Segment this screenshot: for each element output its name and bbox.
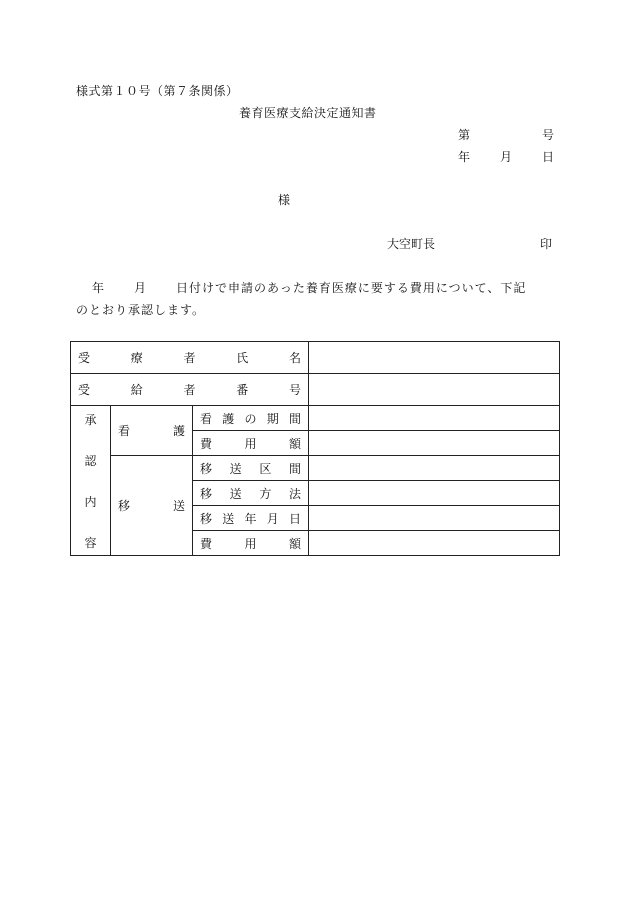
label-char: 受 [78,351,91,365]
table-row [71,342,560,374]
transport-label-cell [111,456,193,556]
label-char: 容 [84,535,97,550]
transport-date-label-cell [193,506,309,531]
label-char: 承 [84,412,97,427]
transport-method-value[interactable] [309,481,560,506]
label-char: 額 [289,536,302,551]
issuer-name: 大空町長 [387,237,436,251]
transport-method-label [200,485,301,502]
transport-section-label [200,460,301,477]
transport-method-label-cell [193,481,309,506]
label-char: 日 [289,511,302,526]
label-char: 送 [229,486,242,501]
nursing-cost-label [200,435,301,452]
body-line1: 日付けで申請のあった養育医療に要する費用について、下記 [176,281,527,295]
transport-section-label-cell [193,456,309,481]
recipient-number-label-cell [71,374,309,406]
body-year: 年 [92,281,106,295]
label-char: 号 [289,383,302,397]
label-char: 番 [236,383,249,397]
label-char: 氏 [236,351,249,365]
label-char: 送 [222,511,235,526]
label-char: 月 [266,511,279,526]
label-char: 護 [222,411,235,426]
transport-cost-value[interactable] [309,531,560,556]
date-month: 月 [500,150,513,164]
label-char: の [244,411,257,426]
patient-name-label [78,349,301,366]
label-char: 移 [200,511,213,526]
approval-table [70,341,560,556]
label-char: 費 [200,436,213,451]
date-day: 日 [542,150,555,164]
label-char: 受 [78,383,91,397]
label-char: 認 [84,453,97,468]
label-char: 間 [289,461,302,476]
label-char: 期 [266,411,279,426]
recipient-number-label [78,381,301,398]
document-title: 養育医療支給決定通知書 [239,106,377,120]
addressee-honorific: 様 [278,193,291,207]
table-row [71,456,560,481]
label-char: 移 [118,499,131,513]
label-char: 移 [200,486,213,501]
label-char: 者 [183,383,196,397]
transport-cost-label [200,535,301,552]
transport-section-value[interactable] [309,456,560,481]
transport-cost-label-cell [193,531,309,556]
body-line2: のとおり承認します。 [76,303,206,317]
label-char: 看 [200,411,213,426]
label-char: 送 [172,499,185,513]
doc-number-prefix: 第 [458,128,471,142]
label-char: 用 [244,436,257,451]
nursing-label-cell [111,406,193,456]
nursing-cost-value[interactable] [309,431,560,456]
table-row [71,374,560,406]
nursing-period-value[interactable] [309,406,560,431]
label-char: 用 [244,536,257,551]
body-month: 月 [134,281,148,295]
transport-label [118,497,185,514]
label-char: 内 [84,494,97,509]
approval-content-label [71,407,110,555]
nursing-period-label [200,410,301,427]
label-char: 送 [229,461,242,476]
nursing-cost-label-cell [193,431,309,456]
recipient-number-value[interactable] [309,374,560,406]
nursing-label [118,422,185,439]
label-char: 護 [172,424,185,438]
date-year: 年 [458,150,471,164]
label-char: 額 [289,436,302,451]
label-char: 法 [289,486,302,501]
label-char: 間 [289,411,302,426]
form-number: 様式第１０号（第７条関係） [76,84,239,98]
table-row [71,406,560,431]
nursing-period-label-cell [193,406,309,431]
label-char: 者 [183,351,196,365]
label-char: 療 [130,351,143,365]
label-char: 給 [130,383,143,397]
label-char: 区 [259,461,272,476]
transport-date-label [200,510,301,527]
label-char: 費 [200,536,213,551]
label-char: 方 [259,486,272,501]
label-char: 年 [244,511,257,526]
approval-content-label-cell [71,406,111,556]
seal-mark: 印 [540,237,553,251]
patient-name-label-cell [71,342,309,374]
patient-name-value[interactable] [309,342,560,374]
doc-number-suffix: 号 [542,128,555,142]
label-char: 看 [118,424,131,438]
label-char: 移 [200,461,213,476]
label-char: 名 [289,351,302,365]
transport-date-value[interactable] [309,506,560,531]
